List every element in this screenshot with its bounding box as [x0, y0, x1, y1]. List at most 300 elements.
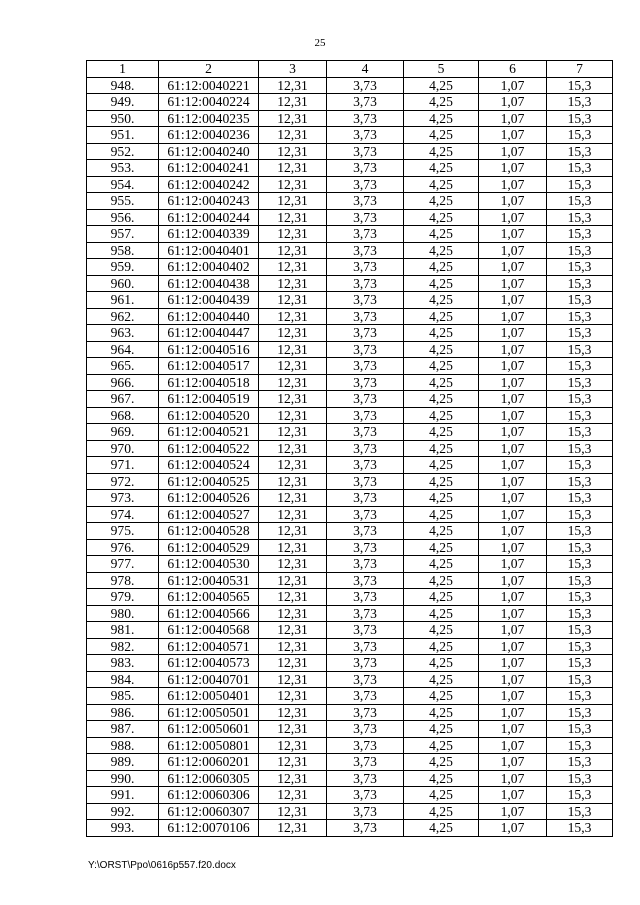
table-row [87, 605, 613, 622]
table-cell: 15,3 [547, 506, 613, 523]
table-cell: 4,25 [404, 209, 479, 226]
table-row [87, 506, 613, 523]
table-cell: 1,07 [479, 77, 547, 94]
table-cell: 15,3 [547, 242, 613, 259]
table-cell: 61:12:0040520 [159, 407, 259, 424]
table-cell: 1,07 [479, 556, 547, 573]
table-cell: 3,73 [327, 605, 404, 622]
footer-file-path: Y:\ORST\Ppo\0616p557.f20.docx [88, 860, 236, 871]
table-cell: 12,31 [259, 308, 327, 325]
table-cell: 1,07 [479, 391, 547, 408]
table-cell: 1,07 [479, 490, 547, 507]
table-cell: 15,3 [547, 803, 613, 820]
table-cell: 1,07 [479, 209, 547, 226]
table-cell: 1,07 [479, 605, 547, 622]
table-cell: 15,3 [547, 407, 613, 424]
table-cell: 15,3 [547, 671, 613, 688]
table-cell: 61:12:0050501 [159, 704, 259, 721]
table-cell: 3,73 [327, 688, 404, 705]
table-cell: 61:12:0040571 [159, 638, 259, 655]
table-cell: 967. [87, 391, 159, 408]
table-cell: 61:12:0040566 [159, 605, 259, 622]
table-cell: 61:12:0070106 [159, 820, 259, 837]
table-row [87, 655, 613, 672]
table-cell: 12,31 [259, 407, 327, 424]
table-cell: 3,73 [327, 193, 404, 210]
table-row [87, 143, 613, 160]
table-cell: 4,25 [404, 655, 479, 672]
table-row [87, 424, 613, 441]
table-row [87, 803, 613, 820]
table-cell: 12,31 [259, 473, 327, 490]
table-cell: 15,3 [547, 490, 613, 507]
table-cell: 1,07 [479, 275, 547, 292]
table-cell: 3,73 [327, 539, 404, 556]
table-cell: 61:12:0040530 [159, 556, 259, 573]
table-cell: 3,73 [327, 242, 404, 259]
table-cell: 3,73 [327, 490, 404, 507]
table-cell: 61:12:0040439 [159, 292, 259, 309]
table-cell: 61:12:0040701 [159, 671, 259, 688]
table-cell: 960. [87, 275, 159, 292]
table-cell: 61:12:0040531 [159, 572, 259, 589]
table-cell: 990. [87, 770, 159, 787]
table-cell: 3,73 [327, 358, 404, 375]
table-cell: 971. [87, 457, 159, 474]
table-row [87, 259, 613, 276]
table-cell: 1,07 [479, 737, 547, 754]
table-row [87, 391, 613, 408]
table-cell: 61:12:0060305 [159, 770, 259, 787]
table-cell: 12,31 [259, 787, 327, 804]
table-cell: 61:12:0040521 [159, 424, 259, 441]
table-cell: 4,25 [404, 589, 479, 606]
table-cell: 1,07 [479, 457, 547, 474]
table-cell: 12,31 [259, 94, 327, 111]
table-cell: 61:12:0040527 [159, 506, 259, 523]
table-cell: 15,3 [547, 143, 613, 160]
column-header: 5 [404, 61, 479, 78]
column-header: 4 [327, 61, 404, 78]
table-cell: 12,31 [259, 490, 327, 507]
table-cell: 15,3 [547, 374, 613, 391]
table-cell: 15,3 [547, 754, 613, 771]
column-header: 6 [479, 61, 547, 78]
table-cell: 15,3 [547, 94, 613, 111]
table-cell: 4,25 [404, 638, 479, 655]
table-cell: 1,07 [479, 803, 547, 820]
table-cell: 1,07 [479, 110, 547, 127]
table-cell: 4,25 [404, 391, 479, 408]
table-cell: 15,3 [547, 325, 613, 342]
table-cell: 61:12:0040243 [159, 193, 259, 210]
table-cell: 3,73 [327, 704, 404, 721]
table-cell: 15,3 [547, 193, 613, 210]
table-cell: 61:12:0040440 [159, 308, 259, 325]
table-cell: 983. [87, 655, 159, 672]
table-cell: 1,07 [479, 638, 547, 655]
table-cell: 61:12:0040526 [159, 490, 259, 507]
table-cell: 1,07 [479, 407, 547, 424]
table-cell: 4,25 [404, 94, 479, 111]
table-cell: 972. [87, 473, 159, 490]
table-cell: 3,73 [327, 259, 404, 276]
table-cell: 988. [87, 737, 159, 754]
table-cell: 15,3 [547, 721, 613, 738]
table-cell: 1,07 [479, 259, 547, 276]
table-row [87, 490, 613, 507]
table-cell: 1,07 [479, 572, 547, 589]
table-cell: 3,73 [327, 275, 404, 292]
table-cell: 1,07 [479, 523, 547, 540]
table-cell: 12,31 [259, 424, 327, 441]
table-row [87, 688, 613, 705]
table-row [87, 572, 613, 589]
table-cell: 4,25 [404, 473, 479, 490]
table-cell: 15,3 [547, 523, 613, 540]
table-cell: 4,25 [404, 127, 479, 144]
table-cell: 950. [87, 110, 159, 127]
table-cell: 974. [87, 506, 159, 523]
table-cell: 15,3 [547, 539, 613, 556]
table-cell: 958. [87, 242, 159, 259]
table-cell: 3,73 [327, 127, 404, 144]
table-cell: 957. [87, 226, 159, 243]
table-cell: 980. [87, 605, 159, 622]
table-cell: 15,3 [547, 275, 613, 292]
table-cell: 61:12:0040518 [159, 374, 259, 391]
table-cell: 1,07 [479, 671, 547, 688]
table-cell: 1,07 [479, 358, 547, 375]
column-header: 7 [547, 61, 613, 78]
table-row [87, 754, 613, 771]
table-cell: 61:12:0040568 [159, 622, 259, 639]
table-cell: 3,73 [327, 143, 404, 160]
table-cell: 3,73 [327, 440, 404, 457]
table-cell: 15,3 [547, 209, 613, 226]
table-cell: 12,31 [259, 242, 327, 259]
table-cell: 12,31 [259, 803, 327, 820]
table-cell: 12,31 [259, 556, 327, 573]
table-cell: 15,3 [547, 589, 613, 606]
table-cell: 3,73 [327, 110, 404, 127]
table-cell: 1,07 [479, 242, 547, 259]
table-body [87, 77, 613, 836]
table-cell: 15,3 [547, 308, 613, 325]
table-cell: 3,73 [327, 226, 404, 243]
table-cell: 1,07 [479, 770, 547, 787]
table-row [87, 622, 613, 639]
table-cell: 12,31 [259, 259, 327, 276]
table-cell: 12,31 [259, 655, 327, 672]
table-cell: 15,3 [547, 787, 613, 804]
table-row [87, 292, 613, 309]
table-cell: 15,3 [547, 688, 613, 705]
table-row [87, 325, 613, 342]
data-table [86, 60, 613, 837]
table-row [87, 671, 613, 688]
table-cell: 61:12:0060307 [159, 803, 259, 820]
table-cell: 61:12:0040528 [159, 523, 259, 540]
table-cell: 3,73 [327, 424, 404, 441]
table-cell: 3,73 [327, 308, 404, 325]
table-cell: 969. [87, 424, 159, 441]
table-cell: 4,25 [404, 671, 479, 688]
table-cell: 12,31 [259, 226, 327, 243]
table-cell: 1,07 [479, 589, 547, 606]
table-row [87, 226, 613, 243]
table-cell: 61:12:0040516 [159, 341, 259, 358]
table-cell: 4,25 [404, 193, 479, 210]
table-cell: 4,25 [404, 803, 479, 820]
table-cell: 61:12:0040522 [159, 440, 259, 457]
table-cell: 61:12:0040524 [159, 457, 259, 474]
table-cell: 992. [87, 803, 159, 820]
table-cell: 12,31 [259, 622, 327, 639]
table-cell: 12,31 [259, 110, 327, 127]
table-cell: 12,31 [259, 572, 327, 589]
table-cell: 1,07 [479, 127, 547, 144]
column-header: 2 [159, 61, 259, 78]
table-cell: 3,73 [327, 671, 404, 688]
table-cell: 4,25 [404, 523, 479, 540]
table-cell: 4,25 [404, 457, 479, 474]
table-cell: 61:12:0060201 [159, 754, 259, 771]
table-cell: 1,07 [479, 704, 547, 721]
table-cell: 3,73 [327, 325, 404, 342]
table-row [87, 473, 613, 490]
table-row [87, 407, 613, 424]
table-cell: 61:12:0050601 [159, 721, 259, 738]
table-row [87, 589, 613, 606]
table-cell: 4,25 [404, 176, 479, 193]
table-cell: 989. [87, 754, 159, 771]
table-cell: 61:12:0040401 [159, 242, 259, 259]
table-cell: 15,3 [547, 737, 613, 754]
table-cell: 3,73 [327, 655, 404, 672]
table-cell: 955. [87, 193, 159, 210]
table-cell: 12,31 [259, 143, 327, 160]
table-cell: 12,31 [259, 539, 327, 556]
table-cell: 4,25 [404, 572, 479, 589]
table-cell: 61:12:0040573 [159, 655, 259, 672]
table-cell: 12,31 [259, 704, 327, 721]
table-cell: 4,25 [404, 688, 479, 705]
table-cell: 15,3 [547, 457, 613, 474]
table-cell: 1,07 [479, 754, 547, 771]
table-cell: 3,73 [327, 638, 404, 655]
table-cell: 12,31 [259, 638, 327, 655]
table-row [87, 737, 613, 754]
table-row [87, 721, 613, 738]
table-cell: 12,31 [259, 374, 327, 391]
table-cell: 965. [87, 358, 159, 375]
table-cell: 4,25 [404, 308, 479, 325]
table-cell: 12,31 [259, 671, 327, 688]
table-cell: 956. [87, 209, 159, 226]
table-cell: 4,25 [404, 539, 479, 556]
table-cell: 1,07 [479, 787, 547, 804]
table-cell: 61:12:0040224 [159, 94, 259, 111]
table-cell: 3,73 [327, 523, 404, 540]
table-cell: 1,07 [479, 721, 547, 738]
table-row [87, 556, 613, 573]
table-cell: 15,3 [547, 226, 613, 243]
table-cell: 975. [87, 523, 159, 540]
table-cell: 3,73 [327, 209, 404, 226]
table-row [87, 638, 613, 655]
table-cell: 4,25 [404, 721, 479, 738]
table-cell: 1,07 [479, 820, 547, 837]
table-cell: 3,73 [327, 737, 404, 754]
table-cell: 12,31 [259, 160, 327, 177]
table-cell: 3,73 [327, 770, 404, 787]
table-row [87, 275, 613, 292]
table-cell: 1,07 [479, 539, 547, 556]
table-cell: 61:12:0040565 [159, 589, 259, 606]
table-cell: 3,73 [327, 754, 404, 771]
table-cell: 4,25 [404, 374, 479, 391]
table-cell: 15,3 [547, 572, 613, 589]
table-cell: 12,31 [259, 754, 327, 771]
page-number: 25 [314, 37, 326, 49]
table-cell: 3,73 [327, 506, 404, 523]
table-cell: 952. [87, 143, 159, 160]
table-cell: 1,07 [479, 160, 547, 177]
table-cell: 12,31 [259, 176, 327, 193]
table-cell: 12,31 [259, 275, 327, 292]
table-row [87, 242, 613, 259]
table-cell: 15,3 [547, 176, 613, 193]
table-cell: 61:12:0040438 [159, 275, 259, 292]
table-cell: 3,73 [327, 374, 404, 391]
table-cell: 963. [87, 325, 159, 342]
table-cell: 1,07 [479, 341, 547, 358]
table-cell: 978. [87, 572, 159, 589]
table-cell: 1,07 [479, 473, 547, 490]
table-cell: 12,31 [259, 820, 327, 837]
table-cell: 15,3 [547, 358, 613, 375]
table-cell: 61:12:0050401 [159, 688, 259, 705]
table-row [87, 457, 613, 474]
table-cell: 3,73 [327, 556, 404, 573]
table-cell: 15,3 [547, 655, 613, 672]
table-cell: 15,3 [547, 704, 613, 721]
table-row [87, 209, 613, 226]
table-cell: 3,73 [327, 292, 404, 309]
column-header: 1 [87, 61, 159, 78]
table-cell: 961. [87, 292, 159, 309]
table-cell: 15,3 [547, 127, 613, 144]
table-cell: 1,07 [479, 424, 547, 441]
table-header [87, 61, 613, 78]
table-cell: 4,25 [404, 143, 479, 160]
table-cell: 3,73 [327, 341, 404, 358]
table-cell: 61:12:0040529 [159, 539, 259, 556]
table-cell: 15,3 [547, 77, 613, 94]
table-cell: 954. [87, 176, 159, 193]
table-row [87, 127, 613, 144]
table-cell: 12,31 [259, 292, 327, 309]
table-cell: 953. [87, 160, 159, 177]
table-cell: 949. [87, 94, 159, 111]
table-cell: 4,25 [404, 358, 479, 375]
table-row [87, 160, 613, 177]
table-cell: 1,07 [479, 440, 547, 457]
table-cell: 15,3 [547, 622, 613, 639]
table-row [87, 176, 613, 193]
table-cell: 12,31 [259, 721, 327, 738]
table-row [87, 704, 613, 721]
table-row [87, 308, 613, 325]
table-cell: 12,31 [259, 770, 327, 787]
table-cell: 4,25 [404, 325, 479, 342]
table-cell: 12,31 [259, 688, 327, 705]
table-cell: 4,25 [404, 820, 479, 837]
table-cell: 3,73 [327, 457, 404, 474]
table-cell: 12,31 [259, 440, 327, 457]
table-cell: 4,25 [404, 160, 479, 177]
table-cell: 15,3 [547, 259, 613, 276]
table-cell: 61:12:0040447 [159, 325, 259, 342]
table-cell: 61:12:0040339 [159, 226, 259, 243]
table-cell: 61:12:0040221 [159, 77, 259, 94]
header-row [87, 61, 613, 78]
table-cell: 966. [87, 374, 159, 391]
table-cell: 12,31 [259, 341, 327, 358]
table-cell: 984. [87, 671, 159, 688]
table-cell: 4,25 [404, 704, 479, 721]
table-cell: 12,31 [259, 77, 327, 94]
table-cell: 3,73 [327, 803, 404, 820]
table-cell: 1,07 [479, 655, 547, 672]
table-cell: 12,31 [259, 209, 327, 226]
table-cell: 4,25 [404, 605, 479, 622]
table-cell: 991. [87, 787, 159, 804]
table-cell: 1,07 [479, 688, 547, 705]
table-row [87, 358, 613, 375]
table-cell: 12,31 [259, 589, 327, 606]
table-cell: 12,31 [259, 523, 327, 540]
table-cell: 3,73 [327, 589, 404, 606]
table-row [87, 787, 613, 804]
table-row [87, 539, 613, 556]
table-cell: 3,73 [327, 407, 404, 424]
table-cell: 12,31 [259, 193, 327, 210]
table-cell: 962. [87, 308, 159, 325]
table-cell: 4,25 [404, 556, 479, 573]
table-cell: 12,31 [259, 127, 327, 144]
table-cell: 15,3 [547, 424, 613, 441]
table-cell: 15,3 [547, 292, 613, 309]
table-cell: 1,07 [479, 622, 547, 639]
table-cell: 4,25 [404, 424, 479, 441]
table-cell: 987. [87, 721, 159, 738]
table-cell: 15,3 [547, 820, 613, 837]
table-cell: 4,25 [404, 226, 479, 243]
table-cell: 1,07 [479, 226, 547, 243]
table-cell: 12,31 [259, 737, 327, 754]
table-cell: 4,25 [404, 77, 479, 94]
table-cell: 4,25 [404, 275, 479, 292]
table-cell: 1,07 [479, 94, 547, 111]
table-cell: 61:12:0040519 [159, 391, 259, 408]
table-cell: 4,25 [404, 110, 479, 127]
table-cell: 61:12:0040240 [159, 143, 259, 160]
table-cell: 3,73 [327, 622, 404, 639]
table-cell: 1,07 [479, 292, 547, 309]
table-cell: 61:12:0040241 [159, 160, 259, 177]
